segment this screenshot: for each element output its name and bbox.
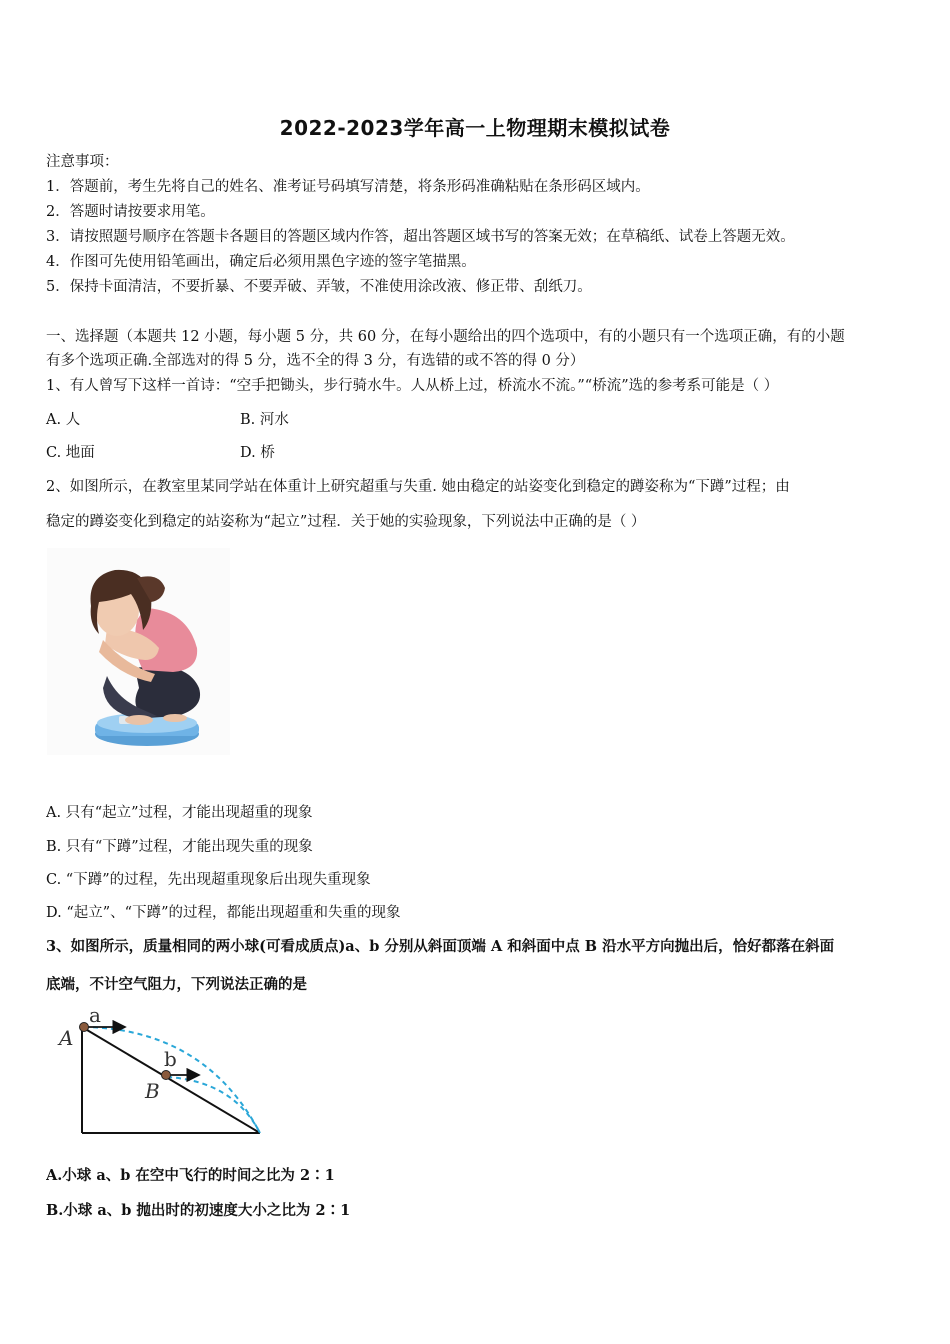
question-3-option-a: A.小球 a、b 在空中飞行的时间之比为 2∶1 [46,1167,335,1184]
incline-slope [82,1027,260,1133]
question-2-option-c: C. “下蹲”的过程，先出现超重现象后出现失重现象 [46,872,371,888]
question-1-stem: 1、有人曾写下这样一首诗：“空手把锄头，步行骑水牛。人从桥上过，桥流水不流。”“桥流”选的参考系可能是（ ） [46,378,779,394]
question-3-option-b: B.小球 a、b 抛出时的初速度大小之比为 2∶1 [46,1202,351,1219]
notice-heading: 注意事项： [46,154,119,170]
question-1-option-c: C. 地面 [46,445,95,461]
question-1-option-b: B. 河水 [240,412,289,428]
question-2-stem-line-1: 2、如图所示，在教室里某同学站在体重计上研究超重与失重. 她由稳定的站姿变化到稳定的蹲姿称为“下蹲”过程；由 [46,479,790,495]
notice-item-4: 4．作图可先使用铅笔画出，确定后必须用黑色字迹的签字笔描黑。 [46,254,476,270]
ball-b-label: b [164,1047,177,1071]
question-2-option-d: D. “起立”、“下蹲”的过程，都能出现超重和失重的现象 [46,905,401,921]
ball-a-label: a [89,1005,101,1027]
section-1-intro-line-1: 一、选择题（本题共 12 小题，每小题 5 分，共 60 分，在每小题给出的四个选项中，有的小题只有一个选项正确，有的小题 [46,329,845,345]
ball-a [80,1023,89,1032]
notice-item-3: 3．请按照题号顺序在答题卡各题目的答题区域内作答，超出答题区域书写的答案无效；在草稿纸、试卷上答题无效。 [46,229,795,245]
question-3-stem-line-1: 3、如图所示，质量相同的两小球(可看成质点)a、b 分别从斜面顶端 A 和斜面中点 B 沿水平方向抛出后，恰好都落在斜面 [46,938,835,955]
squatting-girl-photo [47,548,230,755]
incline-diagram-svg [55,1005,275,1145]
notice-item-1: 1．答题前，考生先将自己的姓名、准考证号码填写清楚，将条形码准确粘贴在条形码区域内。 [46,179,650,195]
question-2-option-b: B. 只有“下蹲”过程，才能出现失重的现象 [46,839,313,855]
section-1-intro-line-2: 有多个选项正确.全部选对的得 5 分，选不全的得 3 分，有选错的或不答的得 0 分） [46,353,585,369]
question-2-stem-line-2: 稳定的蹲姿变化到稳定的站姿称为“起立”过程．关于她的实验现象，下列说法中正确的是（ ） [46,514,646,530]
notice-item-2: 2．答题时请按要求用笔。 [46,204,215,220]
ball-b [162,1071,171,1080]
page-title: 2022-2023学年高一上物理期末模拟试卷 [279,116,671,140]
question-1-option-d: D. 桥 [240,445,275,461]
point-a-label: A [59,1026,74,1050]
notice-item-5: 5．保持卡面清洁，不要折暴、不要弄破、弄皱，不准使用涂改液、修正带、刮纸刀。 [46,279,592,295]
squatting-girl-illustration [47,548,230,755]
point-b-label: B [145,1079,160,1103]
question-3-stem-line-2: 底端，不计空气阻力，下列说法正确的是 [46,976,307,993]
question-1-option-a: A. 人 [46,412,81,428]
incline-projectile-diagram [55,1005,275,1145]
question-2-option-a: A. 只有“起立”过程，才能出现超重的现象 [46,805,313,821]
